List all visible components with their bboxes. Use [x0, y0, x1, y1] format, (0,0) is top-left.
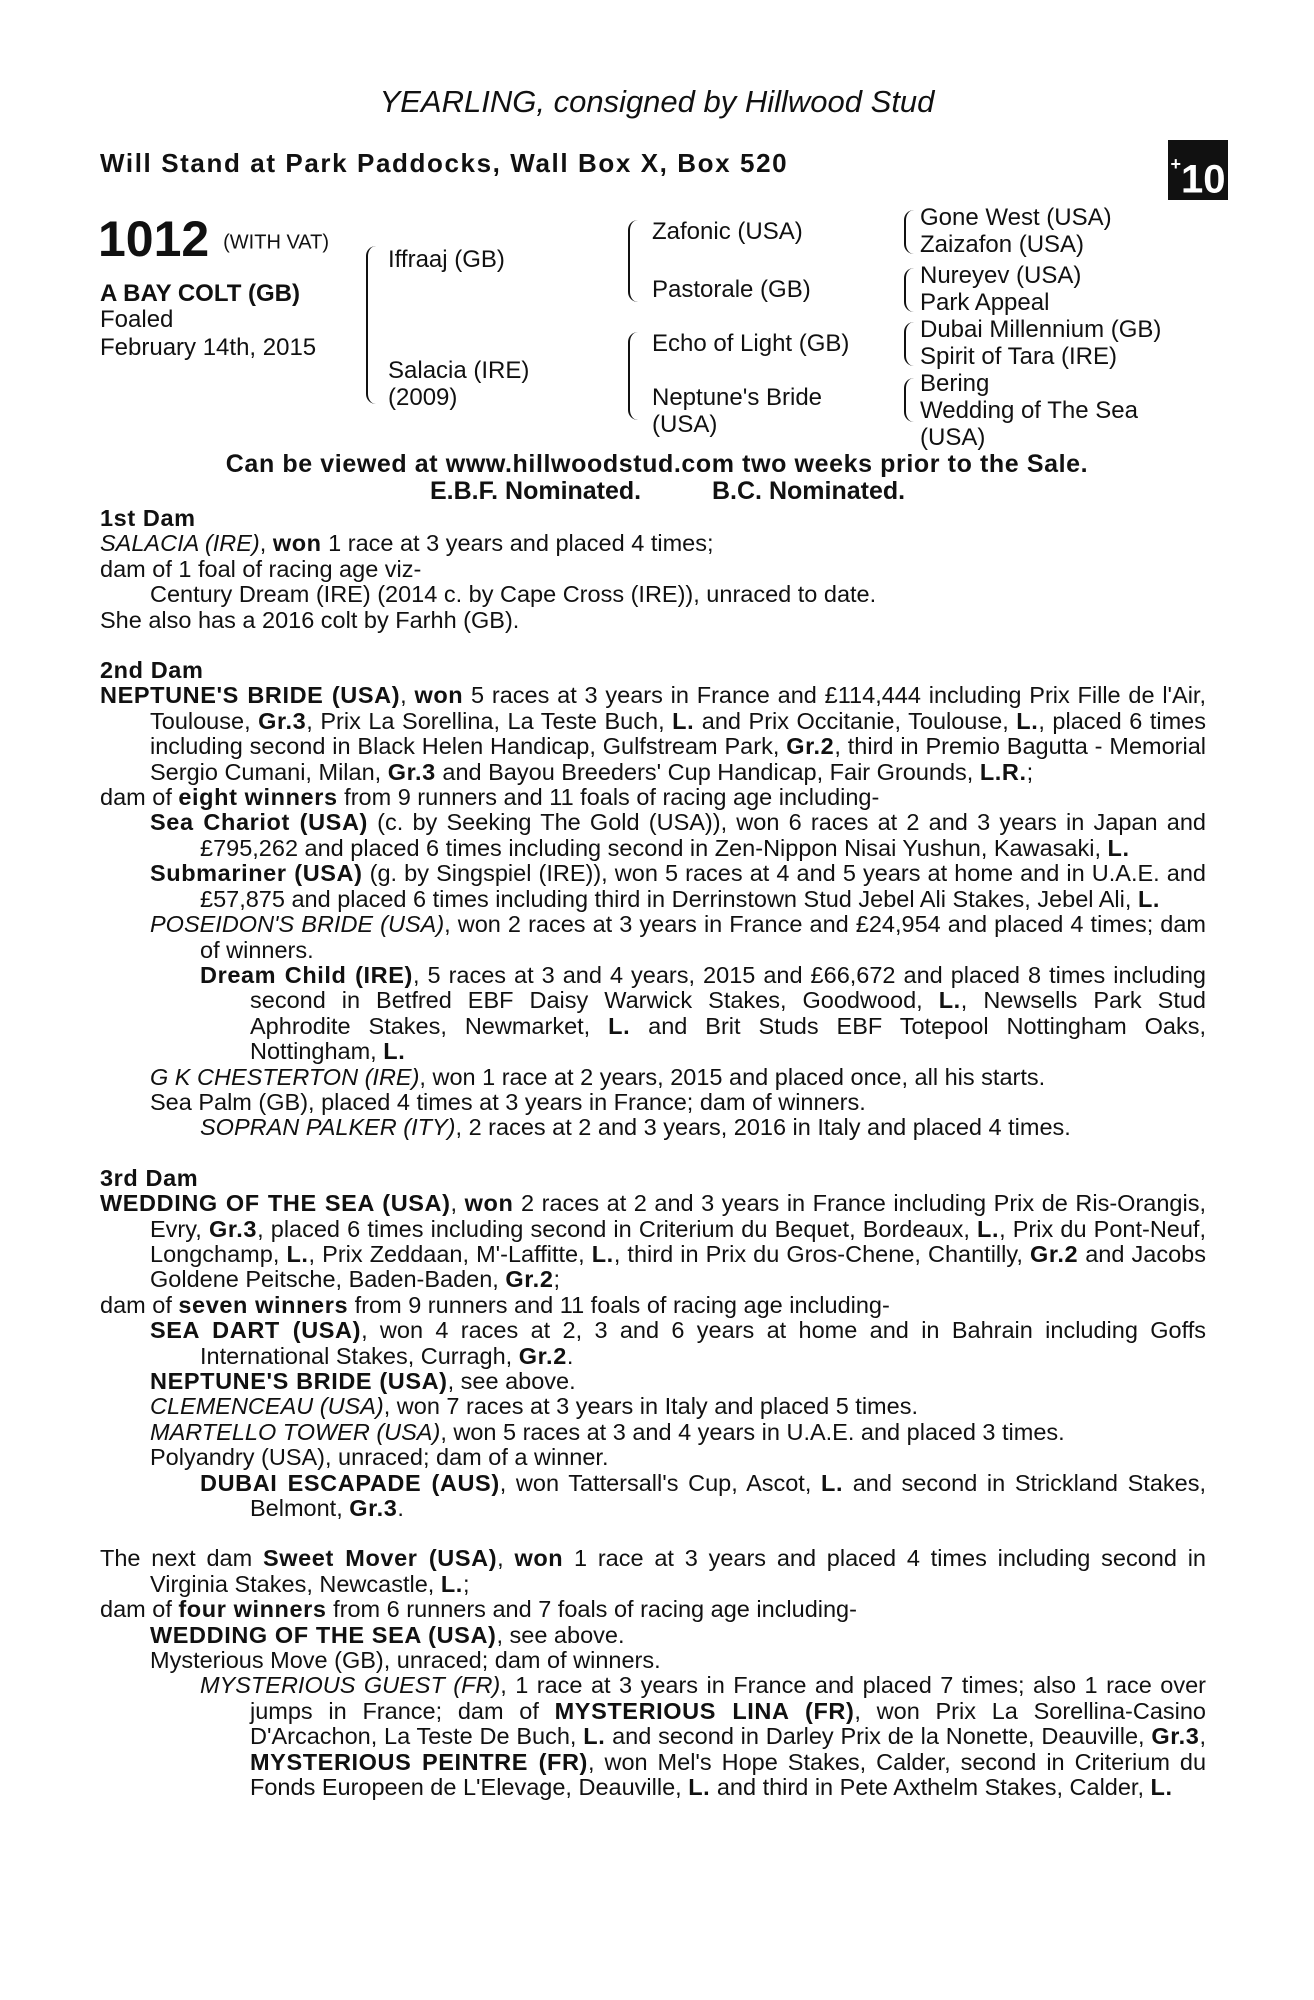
lot-number: 1012 [98, 211, 210, 267]
pedigree-sss: Gone West (USA) [920, 204, 1112, 231]
foaled-label: Foaled [100, 306, 174, 333]
produce-polyandry: Polyandry (USA), unraced; dam of a winner. [150, 1444, 609, 1471]
pedigree-brace-gen3-d [904, 378, 916, 422]
pedigree-brace-gen3-c [904, 322, 916, 366]
lot-description: A BAY COLT (GB) [100, 280, 301, 307]
pedigree-sdd: Park Appeal [920, 289, 1050, 316]
pedigree-dds: Bering [920, 370, 990, 397]
pedigree-dam-dam-line2: (USA) [652, 411, 718, 438]
badge-number: 10 [1181, 157, 1226, 202]
third-dam-produce-intro: dam of seven winners from 9 runners and 11 foals of racing age including- [100, 1291, 890, 1318]
first-dam-heading: 1st Dam [100, 505, 196, 531]
lot-badge [1168, 140, 1228, 200]
produce-wedding-of-the-sea: WEDDING OF THE SEA (USA), see above. [150, 1621, 625, 1648]
pedigree-dam-sire: Echo of Light (GB) [652, 330, 850, 357]
pedigree-dam-year: (2009) [388, 384, 458, 411]
pedigree-ddd [920, 397, 1138, 451]
pedigree-dam [388, 357, 529, 411]
next-dam-produce-intro: dam of four winners from 6 runners and 7 foals of racing age including- [100, 1596, 857, 1623]
spacer [100, 1521, 1206, 1546]
first-dam-record: SALACIA (IRE), won 1 race at 3 years and placed 4 times; [100, 530, 714, 557]
produce-dream-child: Dream Child (IRE), 5 races at 3 and 4 years, 2015 and £66,672 and placed 8 times including second in Betfred EBF Daisy Warwick Stakes, Goodwood, L., Newsells Park Stud Aphrodite Stakes, Newmarket, L. and Brit Studs EBF Totepool Nottingham Oaks, Nottingham, L. [200, 961, 1206, 1065]
produce-mysterious-move: Mysterious Move (GB), unraced; dam of winners. [150, 1647, 661, 1674]
third-dam-record: WEDDING OF THE SEA (USA), won 2 races at 2 and 3 years in France including Prix de Ris-Orangis, Evry, Gr.3, placed 6 times including second in Criterium du Bequet, Bordeaux, L., Prix du Pont-Neuf, Longchamp, L., Prix Zeddaan, M'-Laffitte, L., third in Prix du Gros-Chene, Chantilly, Gr.2 and Jacobs Goldene Peitsche, Baden-Baden, Gr.2; [100, 1190, 1206, 1293]
first-dam-name: SALACIA (IRE) [100, 530, 260, 557]
pedigree-brace-dam [628, 332, 640, 420]
pedigree-brace-gen1 [366, 246, 378, 404]
vat-note: (WITH VAT) [223, 231, 330, 254]
pedigree-sire-dam: Pastorale (GB) [652, 276, 811, 303]
bc-nominated: B.C. Nominated. [712, 477, 906, 505]
pedigree-dam-dam [652, 384, 822, 438]
pedigree-ddd-line1: Wedding of The Sea [920, 397, 1138, 424]
produce-clemenceau: CLEMENCEAU (USA), won 7 races at 3 years in Italy and placed 5 times. [150, 1393, 918, 1420]
second-dam-record: NEPTUNE'S BRIDE (USA), won 5 races at 3 years in France and £114,444 including Prix Fille de l'Air, Toulouse, Gr.3, Prix La Sorellina, La Teste Buch, L. and Prix Occitanie, Toulouse, L., placed 6 times including second in Black Helen Handicap, Gulfstream Park, Gr.2, third in Premio Bagutta - Memorial Sergio Cumani, Milan, Gr.3 and Bayou Breeders' Cup Handicap, Fair Grounds, L.R.; [100, 682, 1206, 785]
first-dam-produce-intro: dam of 1 foal of racing age viz- [100, 555, 422, 582]
produce-sea-dart: SEA DART (USA), won 4 races at 2, 3 and 6 years at home and in Bahrain including Goffs International Stakes, Curragh, Gr.2. [150, 1317, 1206, 1369]
produce-gk-chesterton: G K CHESTERTON (IRE), won 1 race at 2 years, 2015 and placed once, all his starts. [150, 1063, 1046, 1090]
catalogue-header-title: YEARLING, consigned by Hillwood Stud [379, 84, 935, 119]
foaled-date: February 14th, 2015 [100, 334, 317, 361]
produce-dubai-escapade: DUBAI ESCAPADE (AUS), won Tattersall's Cup, Ascot, L. and second in Strickland Stakes, Belmont, Gr.3. [200, 1469, 1206, 1522]
first-dam-produce-1: Century Dream (IRE) (2014 c. by Cape Cross (IRE)), unraced to date. [150, 581, 877, 608]
produce-sea-chariot: Sea Chariot (USA) (c. by Seeking The Gold (USA)), won 6 races at 2 and 3 years in Japan and £795,262 and placed 6 times including second in Zen-Nippon Nisai Yushun, Kawasaki, L. [150, 809, 1206, 861]
ebf-nominated: E.B.F. Nominated. [430, 477, 642, 505]
pedigree-sire-sire: Zafonic (USA) [652, 218, 803, 245]
second-dam-heading: 2nd Dam [100, 657, 204, 684]
pedigree-dam-name: Salacia (IRE) [388, 357, 530, 384]
pedigree-sds: Nureyev (USA) [920, 262, 1082, 289]
produce-poseidons-bride: POSEIDON'S BRIDE (USA), won 2 races at 3 years in France and £24,954 and placed 4 times; dam of winners. [150, 911, 1207, 963]
stand-location: Will Stand at Park Paddocks, Wall Box X, Box 520 [100, 148, 789, 178]
next-dam-record: The next dam Sweet Mover (USA), won 1 race at 3 years and placed 4 times including second in Virginia Stakes, Newcastle, L.; [100, 1545, 1206, 1597]
pedigree-ddd-line2: (USA) [920, 424, 986, 451]
second-dam-produce-intro: dam of eight winners from 9 runners and 11 foals of racing age including- [100, 784, 880, 811]
viewing-note: Can be viewed at www.hillwoodstud.com two weeks prior to the Sale. [225, 450, 1089, 478]
foaled-block [100, 306, 316, 362]
produce-mysterious-guest: MYSTERIOUS GUEST (FR), 1 race at 3 years in France and placed 7 times; also 1 race over jumps in France; dam of MYSTERIOUS LINA (FR), won Prix La Sorellina-Casino D'Arcachon, La Teste De Buch, L. and second in Darley Prix de la Nonette, Deauville, Gr.3, MYSTERIOUS PEINTRE (FR), won Mel's Hope Stakes, Calder, second in Criterium du Fonds Europeen de L'Elevage, Deauville, L. and third in Pete Axthelm Stakes, Calder, L. [200, 1672, 1207, 1801]
produce-sopran-palker: SOPRAN PALKER (ITY), 2 races at 2 and 3 years, 2016 in Italy and placed 4 times. [200, 1114, 1071, 1141]
pedigree-brace-sire [628, 220, 640, 302]
pedigree-sire: Iffraaj (GB) [388, 246, 505, 273]
badge-plus: + [1170, 154, 1181, 174]
pedigree-dam-dam-line1: Neptune's Bride [652, 384, 823, 411]
pedigree-brace-gen3-a [904, 210, 916, 254]
spacer [100, 1141, 1206, 1166]
third-dam-heading: 3rd Dam [100, 1164, 199, 1191]
produce-sea-palm: Sea Palm (GB), placed 4 times at 3 years in France; dam of winners. [150, 1088, 866, 1115]
pedigree-dsd: Spirit of Tara (IRE) [920, 343, 1117, 370]
lot-number-block [98, 210, 329, 268]
produce-submariner: Submariner (USA) (g. by Singspiel (IRE)), won 5 races at 4 and 5 years at home and in U.A.E. and £57,875 and placed 6 times including third in Derrinstown Stud Jebel Ali Stakes, Jebel Ali, L. [150, 860, 1206, 912]
pedigree-dss: Dubai Millennium (GB) [920, 316, 1162, 343]
catalogue-body [100, 506, 1206, 1801]
produce-neptunes-bride: NEPTUNE'S BRIDE (USA), see above. [150, 1368, 576, 1394]
first-dam-produce-2: She also has a 2016 colt by Farhh (GB). [100, 606, 520, 633]
pedigree-ssd: Zaizafon (USA) [920, 231, 1085, 258]
spacer [100, 633, 1206, 658]
produce-martello-tower: MARTELLO TOWER (USA), won 5 races at 3 and 4 years in U.A.E. and placed 3 times. [150, 1418, 1065, 1445]
pedigree-brace-gen3-b [904, 268, 916, 312]
